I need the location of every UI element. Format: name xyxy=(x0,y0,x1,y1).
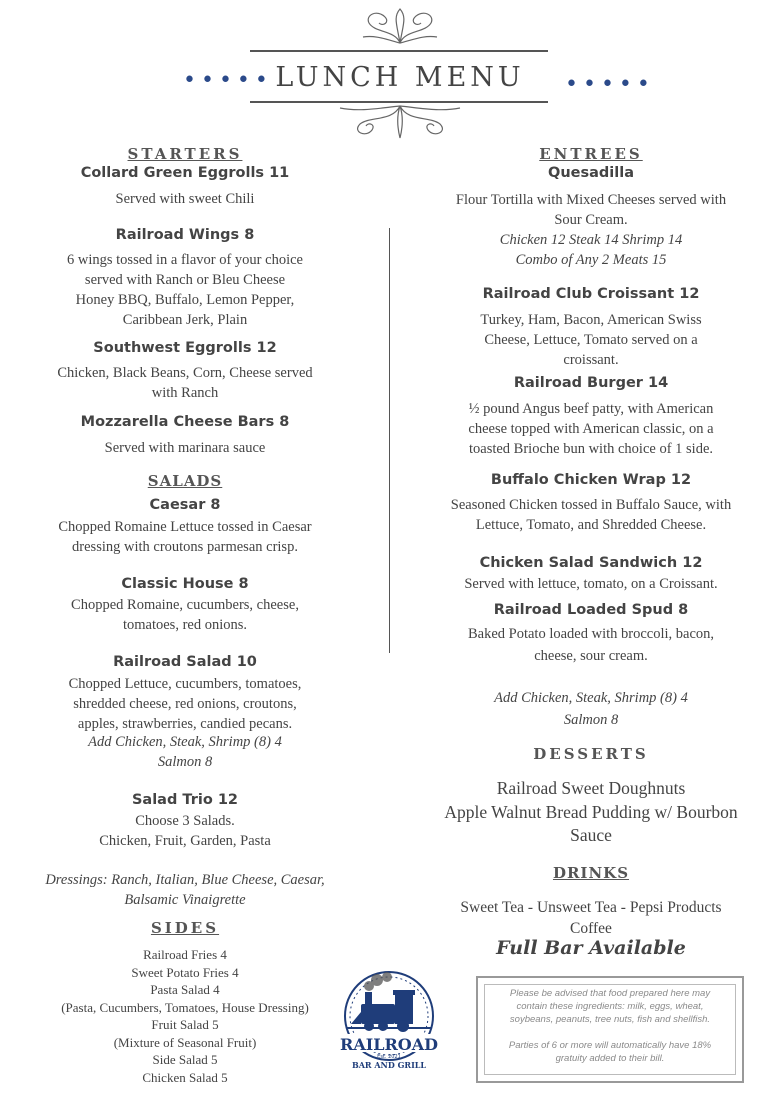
list-item: Pasta Salad 4 xyxy=(150,982,220,998)
menu-item-desc: Chicken, Black Beans, Corn, Cheese served with Ranch xyxy=(57,365,313,401)
list-item: Sauce xyxy=(570,825,612,846)
menu-item-name: Quesadilla xyxy=(548,165,634,181)
header-ornament-bottom xyxy=(330,102,470,142)
drinks-heading: DRINKS xyxy=(552,864,630,882)
list-item: Fruit Salad 5 xyxy=(151,1017,219,1033)
menu-item-desc: ½ pound Angus beef patty, with American cheese topped with American classic, on a toasted Brioche bun with choice of 1 side. xyxy=(468,401,714,457)
list-item: (Pasta, Cucumbers, Tomatoes, House Dressing) xyxy=(61,999,309,1015)
entree-addons: Add Chicken, Steak, Shrimp (8) 4 Salmon 8 xyxy=(494,690,688,728)
column-divider xyxy=(389,228,390,653)
header-ornament-top xyxy=(355,5,445,45)
train-logo-icon xyxy=(333,968,445,1076)
menu-item-name: Railroad Club Croissant 12 xyxy=(482,286,700,302)
gratuity-notice: Parties of 6 or more will automatically have 18% gratuity added to their bill. xyxy=(508,1040,712,1064)
full-bar-label: Full Bar Available xyxy=(496,937,686,959)
allergy-notice-box xyxy=(476,976,744,1083)
logo-name: RAILROAD xyxy=(340,1035,438,1054)
menu-item-desc: Seasoned Chicken tossed in Buffalo Sauce, with Lettuce, Tomato, and Shredded Cheese. xyxy=(450,497,732,533)
menu-item-name: Chicken Salad Sandwich 12 xyxy=(479,555,703,571)
list-item: Railroad Sweet Doughnuts xyxy=(496,778,686,798)
allergy-notice: Please be advised that food prepared here may contain these ingredients: milk, eggs, wheat, soybeans, peanuts, tree nuts, fish and shellfish. xyxy=(509,988,711,1025)
menu-item-name: Collard Green Eggrolls 11 xyxy=(80,165,290,181)
desserts-heading: DESSERTS xyxy=(533,745,649,763)
menu-item-desc: Served with lettuce, tomato, on a Croissant. xyxy=(464,576,718,592)
menu-item-name: Salad Trio 12 xyxy=(131,792,239,808)
page-title: LUNCH MENU xyxy=(275,62,525,93)
menu-item-desc: Flour Tortilla with Mixed Cheeses served with Sour Cream. xyxy=(455,192,727,228)
menu-item-name: Mozzarella Cheese Bars 8 xyxy=(80,414,290,430)
salads-heading: SALADS xyxy=(147,472,223,490)
flourish-top-icon xyxy=(355,5,445,45)
menu-item-name: Caesar 8 xyxy=(149,497,221,513)
header-rule-top xyxy=(250,50,548,52)
menu-item-desc: Baked Potato loaded with broccoli, bacon, cheese, sour cream. xyxy=(467,626,715,664)
list-item: Apple Walnut Bread Pudding w/ Bourbon xyxy=(444,801,738,822)
starters-heading: STARTERS xyxy=(127,145,243,163)
sides-heading: SIDES xyxy=(150,919,220,937)
dots-right: ••••• xyxy=(565,72,655,97)
menu-item-name: Buffalo Chicken Wrap 12 xyxy=(490,472,692,488)
menu-item-desc: Turkey, Ham, Bacon, American Swiss Cheese, Lettuce, Tomato served on a croissant. xyxy=(480,312,702,368)
menu-item-desc: Served with sweet Chili xyxy=(115,191,255,207)
menu-item-prices: Chicken 12 Steak 14 Shrimp 14 Combo of Any 2 Meats 15 xyxy=(499,232,683,268)
logo-est: Est. 2021 xyxy=(377,1054,401,1060)
list-item: Coffee xyxy=(570,920,612,938)
logo-tagline: BAR AND GRILL xyxy=(351,1060,427,1070)
menu-item-desc: Chopped Romaine, cucumbers, cheese, tomatoes, red onions. xyxy=(71,597,299,633)
drinks-list xyxy=(418,897,764,940)
desserts-list xyxy=(418,777,764,848)
list-item: Sweet Tea - Unsweet Tea - Pepsi Products xyxy=(460,899,722,916)
menu-item-name: Railroad Wings 8 xyxy=(115,227,255,243)
dots-left: ••••• xyxy=(183,68,273,93)
dressings-note: Dressings: Ranch, Italian, Blue Cheese, Caesar, Balsamic Vinaigrette xyxy=(45,872,325,908)
menu-item-desc: Chopped Lettuce, cucumbers, tomatoes, shredded cheese, red onions, croutons, apples, strawberries, candied pecans. xyxy=(68,676,302,732)
flourish-bottom-icon xyxy=(330,102,470,142)
sides-list xyxy=(8,946,362,1086)
menu-item-desc: 6 wings tossed in a flavor of your choice served with Ranch or Bleu Cheese Honey BBQ, Buffalo, Lemon Pepper, Caribbean Jerk, Plain xyxy=(67,252,303,328)
menu-item-desc: Choose 3 Salads. Chicken, Fruit, Garden, Pasta xyxy=(99,813,271,849)
menu-item-name: Railroad Burger 14 xyxy=(513,375,669,391)
menu-item-desc: Chopped Romaine Lettuce tossed in Caesar dressing with croutons parmesan crisp. xyxy=(58,519,312,555)
menu-item-name: Southwest Eggrolls 12 xyxy=(93,340,277,356)
menu-item-desc: Served with marinara sauce xyxy=(104,440,266,456)
list-item: (Mixture of Seasonal Fruit) xyxy=(113,1034,257,1050)
menu-item-name: Railroad Loaded Spud 8 xyxy=(493,602,689,618)
list-item: Side Salad 5 xyxy=(152,1052,218,1068)
list-item: Sweet Potato Fries 4 xyxy=(131,964,239,980)
menu-item-addons: Add Chicken, Steak, Shrimp (8) 4 Salmon 8 xyxy=(88,734,282,770)
menu-item-name: Classic House 8 xyxy=(121,576,249,592)
list-item: Chicken Salad 5 xyxy=(142,1069,228,1085)
list-item: Railroad Fries 4 xyxy=(143,947,227,962)
logo xyxy=(333,968,445,1076)
menu-item-name: Railroad Salad 10 xyxy=(113,654,257,670)
entrees-heading: ENTREES xyxy=(539,145,643,163)
